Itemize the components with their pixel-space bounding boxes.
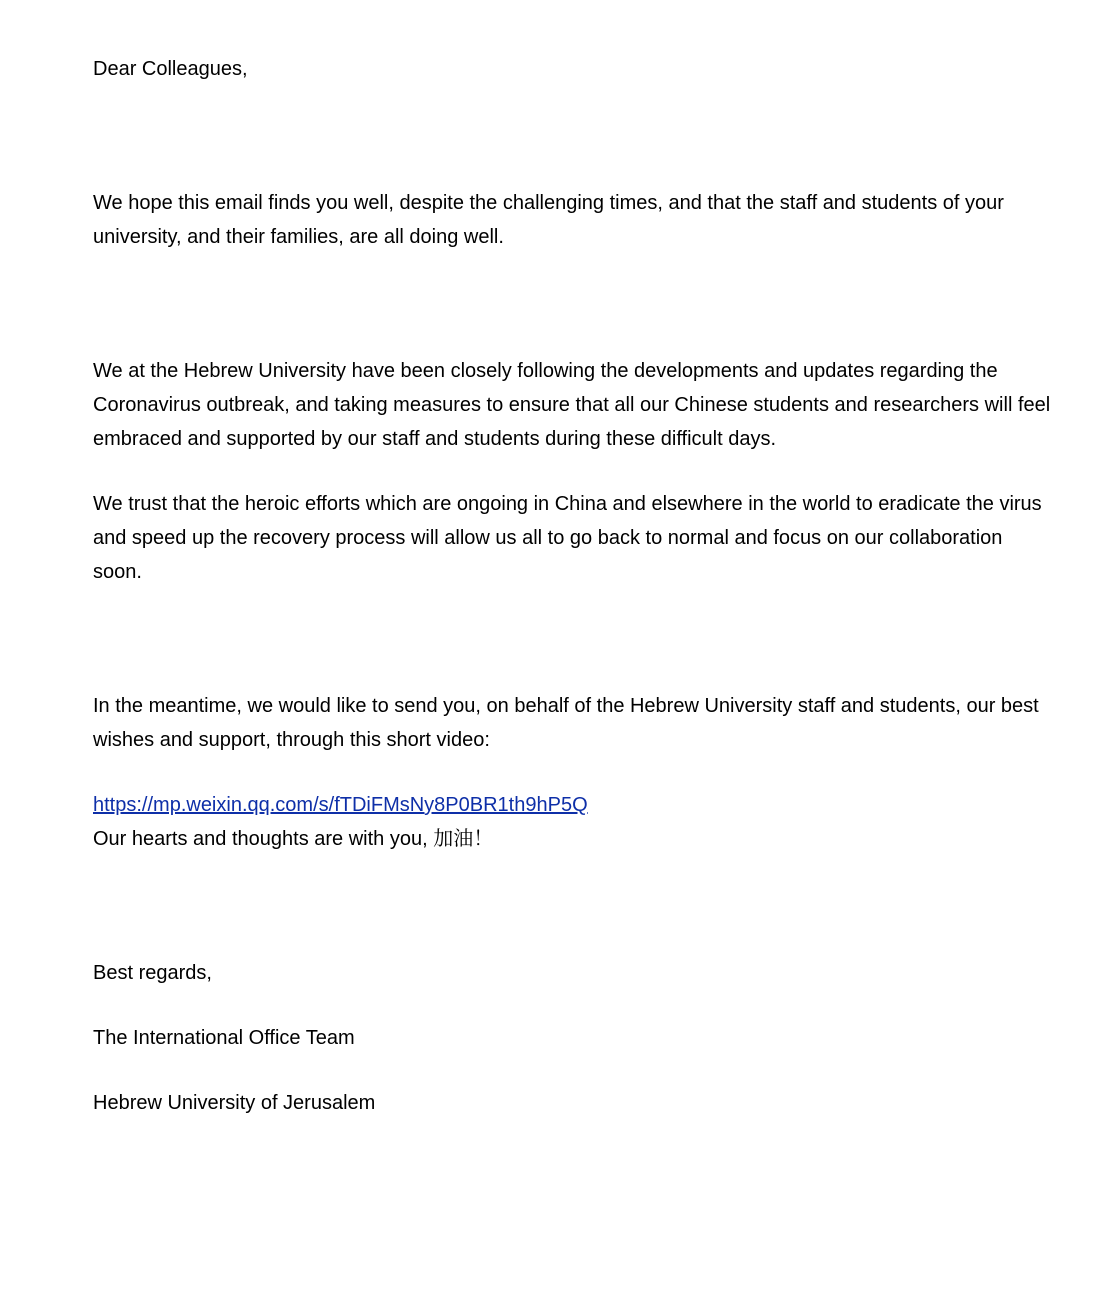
signature-closing: Best regards, (93, 962, 212, 984)
paragraph-wellwishes: We hope this email finds you well, despite the challenging times, and that the staff and students of your university, and their families, are all doing well. (93, 192, 1004, 248)
signature-organization: Hebrew University of Jerusalem (93, 1092, 376, 1114)
greeting-line: Dear Colleagues, (93, 58, 248, 80)
paragraph-university-measures: We at the Hebrew University have been closely following the developments and updates regarding the Coronavirus outbreak, and taking measures to ensure that all our Chinese students and researchers will feel embraced and supported by our staff and students during these difficult days. (93, 360, 1051, 450)
paragraph-heroic-efforts: We trust that the heroic efforts which are ongoing in China and elsewhere in the world to eradicate the virus and speed up the recovery process will allow us all to go back to normal and focus on our collaboration soon. (93, 493, 1042, 583)
email-letter-body (93, 0, 1051, 1120)
video-link[interactable]: https://mp.weixin.qq.com/s/fTDiFMsNy8P0BR1th9hP5Q (93, 794, 588, 816)
paragraph-video-intro: In the meantime, we would like to send you, on behalf of the Hebrew University staff and students, our best wishes and support, through this short video: (93, 695, 1039, 751)
paragraph-hearts-with-you: Our hearts and thoughts are with you, 加油！ (93, 828, 494, 850)
signature-team: The International Office Team (93, 1027, 355, 1049)
video-link-line (93, 788, 1051, 822)
